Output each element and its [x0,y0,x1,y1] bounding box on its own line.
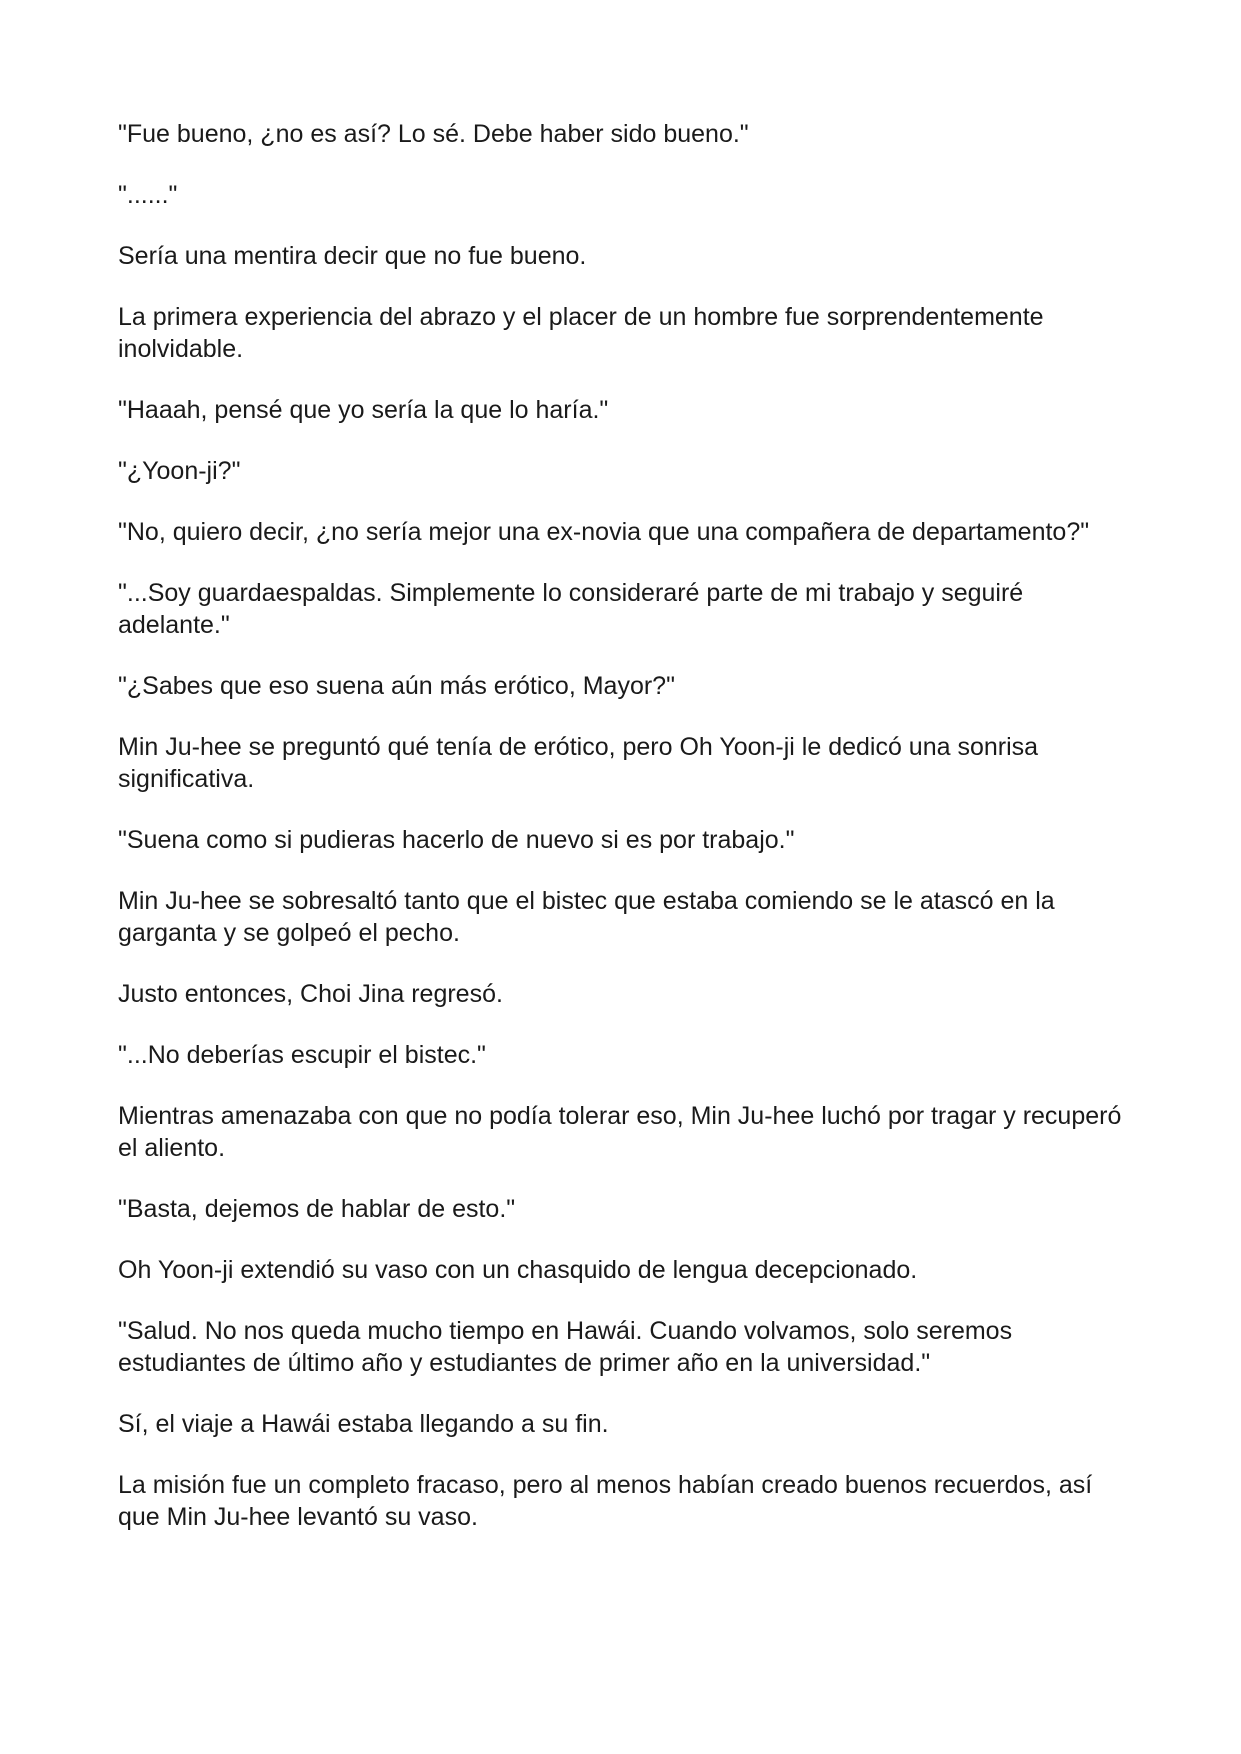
paragraph: "¿Sabes que eso suena aún más erótico, Mayor?" [118,672,675,700]
paragraph: Min Ju-hee se sobresaltó tanto que el bistec que estaba comiendo se le atascó en la garganta y se golpeó el pecho. [118,887,1055,947]
paragraph: Sí, el viaje a Hawái estaba llegando a su fin. [118,1410,609,1438]
paragraph: La primera experiencia del abrazo y el placer de un hombre fue sorprendentemente inolvidable. [118,303,1044,363]
paragraph: "......" [118,181,178,209]
paragraph: "Basta, dejemos de hablar de esto." [118,1195,516,1223]
paragraph: Sería una mentira decir que no fue bueno. [118,242,587,270]
paragraph: "Suena como si pudieras hacerlo de nuevo si es por trabajo." [118,826,795,854]
paragraph: "¿Yoon-ji?" [118,457,241,485]
paragraph: "...No deberías escupir el bistec." [118,1041,486,1069]
paragraph: "No, quiero decir, ¿no sería mejor una ex-novia que una compañera de departamento?" [118,518,1090,546]
document-body [118,118,1128,1562]
paragraph: "Haaah, pensé que yo sería la que lo haría." [118,396,609,424]
paragraph: "Fue bueno, ¿no es así? Lo sé. Debe haber sido bueno." [118,120,749,148]
paragraph: "Salud. No nos queda mucho tiempo en Hawái. Cuando volvamos, solo seremos estudiantes de último año y estudiantes de primer año en la universidad." [118,1317,1013,1377]
paragraph: La misión fue un completo fracaso, pero al menos habían creado buenos recuerdos, así que Min Ju-hee levantó su vaso. [118,1471,1093,1531]
paragraph: Mientras amenazaba con que no podía tolerar eso, Min Ju-hee luchó por tragar y recuperó el aliento. [118,1102,1122,1162]
paragraph: "...Soy guardaespaldas. Simplemente lo consideraré parte de mi trabajo y seguiré adelante." [118,579,1024,639]
paragraph: Min Ju-hee se preguntó qué tenía de erótico, pero Oh Yoon-ji le dedicó una sonrisa significativa. [118,733,1039,793]
paragraph: Oh Yoon-ji extendió su vaso con un chasquido de lengua decepcionado. [118,1256,918,1284]
paragraph: Justo entonces, Choi Jina regresó. [118,980,503,1008]
